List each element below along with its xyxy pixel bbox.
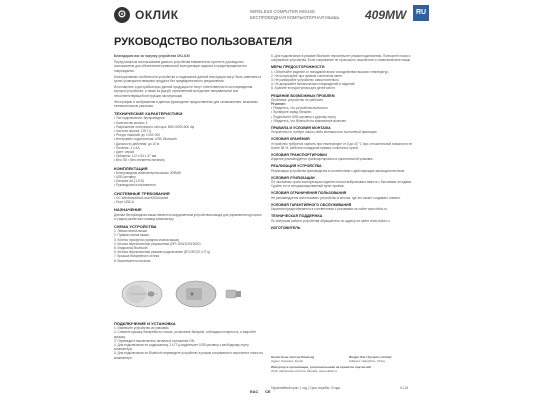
- intro-4: Изготовитель и дистрибьюторы данной продукции не несут ответственности за повреждения корпуса устройства, а также за ущерб, причиненный вследствие неправильной или несоответствующей инструкции эксплуатации.: [114, 85, 253, 98]
- trouble-item: • Подключите USB-ресивер к другому порту.: [271, 114, 337, 119]
- maker-heading: ИЗГОТОВИТЕЛЬ: [271, 225, 301, 230]
- connect-step-6: 6. Для подключения в режиме Bluetooth переключите режим подключения. Повторите поиск и сопряжение устройства. Если сопряжение не произошло, выключите и снова включите мышь.: [271, 54, 412, 63]
- spec-item: • Цвет: серый: [114, 150, 135, 155]
- header: [0, 0, 533, 36]
- kit-item: • Батарея АА (1,5 В): [114, 179, 144, 184]
- intro-3: Конструктивные особенности устройства и содержание данной инструкции могут быть изменены в целях усовершенствования продукта без предварительного уведомления.: [114, 74, 262, 84]
- kit-item: • Руководство пользователя: [114, 183, 156, 188]
- service-life: Гарантийный срок: 1 год | Срок службы: 3 года: [271, 386, 340, 390]
- mouse-diagram: [114, 272, 264, 317]
- doc-version: V1.24: [400, 386, 409, 390]
- left-column: [114, 54, 264, 268]
- trouble-problem: Проблема: устройство не работает.: [271, 97, 324, 102]
- support-text: По вопросам работы устройства обращайтесь по адресу на сайте www.oklick.ru.: [271, 218, 391, 223]
- intro-1: Благодарим вас за покупку устройства OKLICK!: [114, 54, 191, 58]
- connect-step: 3. Переведите выключатель питания в положение ON.: [114, 338, 195, 343]
- sale-text: Реализация устройства производится в соответствии с действующим законодательством.: [271, 168, 405, 173]
- scheme-item: 1. Левая кнопка мыши: [114, 229, 148, 234]
- specs-heading: ТЕХНИЧЕСКИЕ ХАРАКТЕРИСТИКИ: [114, 111, 183, 117]
- transport-heading: УСЛОВИЯ ТРАНСПОРТИРОВКИ: [271, 153, 327, 158]
- safety-item: 5. Храните в недоступном для детей месте.: [271, 86, 336, 91]
- connect-step: 5. Для подключения по Bluetooth переведите устройство в режим сопряжения и выполните поиск на компьютере.: [114, 351, 263, 360]
- spec-item: • Количество кнопок: 4: [114, 120, 148, 125]
- kit-item: • USB-ресивер: [114, 175, 136, 180]
- manufacturer-address-en: Address: Hangzhou, China: [349, 358, 385, 363]
- manufacturer-name-ru: Нинбо Кэнь Систем Лимитед: [271, 355, 315, 359]
- scheme-item: 7. Крышка батарейного отсека: [114, 254, 160, 259]
- usb-receiver: [226, 290, 241, 298]
- manufacturer-name-en: Ningbo KeLi Systems Limited: [349, 355, 392, 359]
- manufacturer-contacts: [271, 356, 421, 380]
- spec-item: • Частота опроса: 125 Гц: [114, 129, 151, 134]
- product-type-ru: БЕСПРОВОДНАЯ КОМПЬЮТЕРНАЯ МЫШЬ: [250, 15, 340, 20]
- manufacturer-ru: [271, 356, 341, 364]
- connect-heading: ПОДКЛЮЧЕНИЕ И УСТАНОВКА: [114, 321, 176, 326]
- scheme-item: 8. Выключатель питания: [114, 258, 151, 263]
- spec-item: • Габариты: 112 x 63 x 37 мм: [114, 154, 157, 159]
- scheme-item: 4. Кнопка переключения разрешения (DPI: 800/1200/1600): [114, 241, 201, 246]
- storage-text: Устройство требуется хранить при температуре от 5 до 40 °С при относительной влажности не более 85 %, избегать попадания прямых солнечных лучей.: [271, 141, 413, 150]
- scheme-item: 2. Правая кнопка мыши: [114, 233, 150, 238]
- importer-text: ООО «Мерлион» Россия, Москва, www.oklick.ru: [271, 369, 338, 373]
- kit-heading: КОМПЛЕКТАЦИЯ: [114, 165, 148, 171]
- disposal-heading: УСЛОВИЯ УТИЛИЗАЦИИ: [271, 175, 315, 180]
- eac-mark: EAC: [250, 389, 259, 394]
- intro-5: Фотографии и изображения в данном руководстве предоставлены для ознакомления, возможны незначительные различия.: [114, 99, 258, 109]
- language-badge: RU: [413, 5, 429, 21]
- kit-item: • Беспроводная компьютерная мышь 409MW: [114, 170, 181, 175]
- warranty-text: Гарантия предоставляется в соответствии с условиями на сайте www.oklick.ru.: [271, 207, 388, 212]
- safety-item: 4. Не допускайте механических повреждений и падений.: [271, 82, 356, 87]
- scheme-item: 5. Индикатор Bluetooth: [114, 245, 148, 250]
- spec-item: • Вес: 58 г (без элемента питания): [114, 158, 165, 163]
- manufacturer-en: [349, 356, 419, 364]
- safety-heading: МЕРЫ ПРЕДОСТОРОЖНОСТИ: [271, 65, 325, 70]
- scheme-item: 6. Кнопка переключения режима подключения (BT1/BT2/2,4 ГГц): [114, 250, 210, 255]
- transport-text: Изделие рекомендуется транспортировать в оригинальной упаковке.: [271, 157, 374, 162]
- spec-item: • Ресурс нажатий: до 3 000 000: [114, 133, 161, 138]
- spec-item: • Разрешение оптического сенсора: 800/1200/1600 dpi: [114, 124, 195, 129]
- brand-logo-icon: ⊙: [114, 7, 130, 23]
- intro-2: Перед началом использования данного устройства внимательно прочтите руководство пользователя для обеспечения правильной эксплуатации изделия и предотвращения его повреждения.: [114, 60, 247, 73]
- safety-item: 2. Не используйте при прямом солнечном свете.: [271, 73, 343, 78]
- connect-step: 1. Извлеките устройство из упаковки.: [114, 326, 170, 331]
- purpose-text: Данная беспроводная мышь является координатным устройством ввода для управления курсором и отдачи различных команд компьютеру.: [114, 212, 262, 221]
- disposal-text: По окончании срока эксплуатации изделие нельзя выбрасывать вместе с бытовыми отходами. Сдайте его в специализированный пункт приёма.: [271, 180, 413, 189]
- mounting-heading: ПРАВИЛА И УСЛОВИЯ МОНТАЖА: [271, 126, 331, 131]
- scheme-item: 3. Колесо прокрутки (средняя кнопка мыши): [114, 237, 180, 242]
- trouble-item: • Убедитесь, что Bluetooth на компьютере включен.: [271, 118, 347, 123]
- brand-logo: [114, 7, 194, 25]
- requirement-item: • Порт USB-A: [114, 200, 134, 205]
- brand-name: ОКЛИК: [135, 8, 179, 22]
- limits-heading: УСЛОВИЯ ОГРАНИЧЕНИЯ ПОЛЬЗОВАНИЯ: [271, 191, 347, 196]
- safety-item: 3. Не разбирайте устройство самостоятельно.: [271, 78, 340, 83]
- warranty-heading: УСЛОВИЯ ГАРАНТИЙНОГО ОБСЛУЖИВАНИЯ: [271, 202, 352, 207]
- page-title: РУКОВОДСТВО ПОЛЬЗОВАТЕЛЯ: [114, 36, 293, 48]
- trouble-solution-label: Решение:: [271, 102, 286, 107]
- purpose-heading: НАЗНАЧЕНИЕ: [114, 207, 142, 213]
- spec-item: • Интерфейс подключения: USB, Bluetooth: [114, 137, 177, 142]
- product-type: [250, 9, 360, 21]
- requirements-heading: СИСТЕМНЫЕ ТРЕБОВАНИЯ: [114, 190, 170, 196]
- model-number: 409MW: [365, 8, 407, 22]
- right-column: [271, 54, 419, 376]
- spec-item: • Питание: 1 x AA: [114, 145, 140, 150]
- storage-heading: УСЛОВИЯ ХРАНЕНИЯ: [271, 137, 310, 142]
- support-heading: ТЕХНИЧЕСКАЯ ПОДДЕРЖКА: [271, 214, 323, 219]
- importer-heading: Импортер в организации, уполномоченная на принятие претензий:: [271, 365, 372, 369]
- sale-heading: РЕАЛИЗАЦИЯ УСТРОЙСТВА: [271, 164, 322, 169]
- connect-step: 4. Для подключения по радиоканалу 2,4 ГГц подключите USB-ресивер к свободному порту компьютера.: [114, 343, 249, 352]
- scheme-heading: СХЕМА УСТРОЙСТВА: [114, 223, 157, 229]
- mouse-bottom-view: [176, 281, 216, 307]
- connect-step: 2. Снимите крышку батарейного отсека, установите батарею, соблюдая полярность, и закройте крышку.: [114, 330, 257, 339]
- trouble-heading: РЕШЕНИЕ ВОЗМОЖНЫХ ПРОБЛЕМ: [271, 93, 335, 98]
- requirement-item: • ОС Windows/Mac/Linux/iOS/Android: [114, 195, 169, 200]
- safety-item: 1. Оберегайте изделие от попадания влаги и воздействия высоких температур.: [271, 69, 389, 74]
- connection-section: [114, 318, 264, 380]
- product-type-en: WIRELESS COMPUTER MOUSE: [250, 9, 315, 14]
- mounting-text: Устройство не требует какого-либо монтажа или постоянной фиксации.: [271, 130, 378, 135]
- manufacturer-address-ru: Адрес: Ханчжоу, Китай: [271, 358, 303, 363]
- mouse-top-view: [122, 281, 162, 307]
- spec-item: • Дальность действия: до 10 м: [114, 141, 160, 146]
- ce-mark: CE: [265, 389, 271, 394]
- spec-item: • Тип подключения: беспроводное: [114, 116, 165, 121]
- trouble-item: • Проверьте заряд батареи.: [271, 110, 312, 115]
- trouble-item: • Убедитесь, что устройство включено.: [271, 106, 329, 111]
- limits-text: Не рекомендуется использовать устройство в местах, где это может создавать помехи.: [271, 195, 401, 200]
